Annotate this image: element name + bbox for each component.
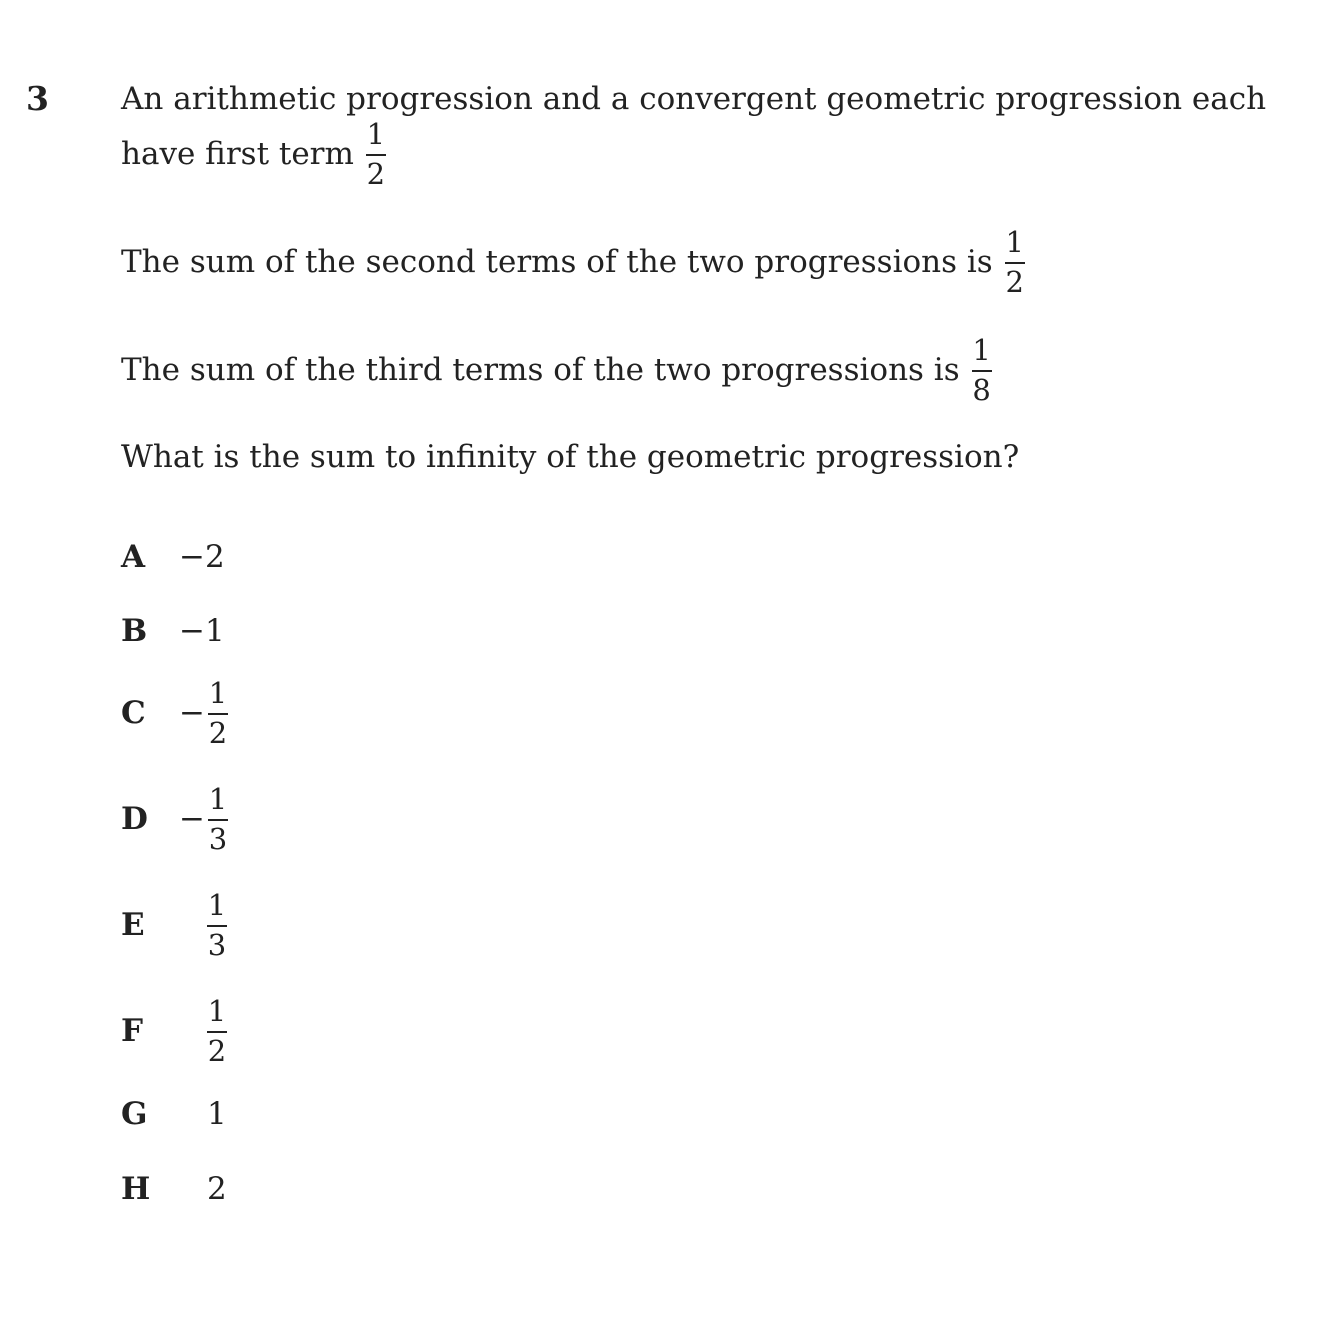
option-b[interactable]: [121, 610, 225, 652]
question-text-2: have first term: [121, 136, 354, 173]
fraction-denominator: 2: [208, 715, 228, 750]
option-value: −1: [179, 613, 225, 649]
question-line-4: [121, 334, 992, 407]
option-value: [207, 995, 227, 1068]
fraction-bar: [972, 370, 992, 372]
option-value: [207, 889, 227, 962]
third-terms-sum-fraction: [972, 334, 992, 407]
option-value: 2: [207, 1171, 227, 1207]
question-line-5: [121, 436, 1019, 478]
second-terms-sum-fraction: [1005, 226, 1025, 299]
fraction-denominator: 8: [972, 372, 991, 407]
option-f[interactable]: [121, 995, 227, 1068]
fraction-bar: [366, 154, 386, 156]
option-value: −2: [179, 539, 225, 575]
minus-sign: −: [179, 801, 205, 838]
fraction-numerator: 1: [366, 117, 386, 151]
option-d[interactable]: [121, 783, 228, 856]
option-fraction: [208, 783, 228, 856]
option-letter: H: [121, 1171, 151, 1207]
fraction-bar: [207, 1031, 227, 1033]
question-text-1: An arithmetic progression and a convergent geometric progression each: [121, 81, 1267, 117]
question-line-3: [121, 226, 1025, 299]
option-letter: E: [121, 907, 145, 944]
question-number: 3: [26, 79, 49, 118]
option-h[interactable]: [121, 1168, 227, 1210]
fraction-numerator: 1: [208, 676, 228, 710]
option-fraction: [207, 889, 227, 962]
option-letter: C: [121, 695, 146, 732]
fraction-numerator: 1: [207, 994, 227, 1028]
fraction-bar: [208, 713, 228, 715]
fraction-denominator: 2: [207, 1033, 227, 1068]
fraction-denominator: 3: [208, 821, 228, 856]
fraction-denominator: 3: [207, 927, 227, 962]
fraction-denominator: 2: [1005, 264, 1024, 299]
option-fraction: [207, 995, 227, 1068]
question-prompt: What is the sum to infinity of the geometric progression?: [121, 439, 1020, 475]
option-letter: D: [121, 801, 148, 838]
fraction-numerator: 1: [1005, 225, 1024, 259]
fraction-bar: [208, 819, 228, 821]
question-line-1: [121, 78, 1266, 120]
option-a[interactable]: [121, 536, 225, 578]
option-letter: G: [121, 1096, 148, 1132]
first-term-fraction: [366, 118, 386, 191]
question-text-4: The sum of the third terms of the two progressions is: [121, 352, 960, 389]
fraction-bar: [207, 925, 227, 927]
option-letter: F: [121, 1013, 144, 1050]
option-value: [179, 783, 228, 856]
option-fraction: [208, 677, 228, 750]
fraction-numerator: 1: [972, 333, 991, 367]
fraction-numerator: 1: [207, 888, 227, 922]
option-e[interactable]: [121, 889, 227, 962]
fraction-bar: [1005, 262, 1025, 264]
fraction-denominator: 2: [366, 156, 386, 191]
option-letter: B: [121, 613, 148, 649]
minus-sign: −: [179, 695, 205, 732]
option-value: [179, 677, 228, 750]
question-line-2: [121, 118, 386, 191]
fraction-numerator: 1: [208, 782, 228, 816]
option-letter: A: [121, 539, 146, 575]
option-g[interactable]: [121, 1093, 227, 1135]
question-text-3: The sum of the second terms of the two progressions is: [121, 244, 993, 281]
option-value: 1: [207, 1096, 227, 1132]
option-c[interactable]: [121, 677, 228, 750]
